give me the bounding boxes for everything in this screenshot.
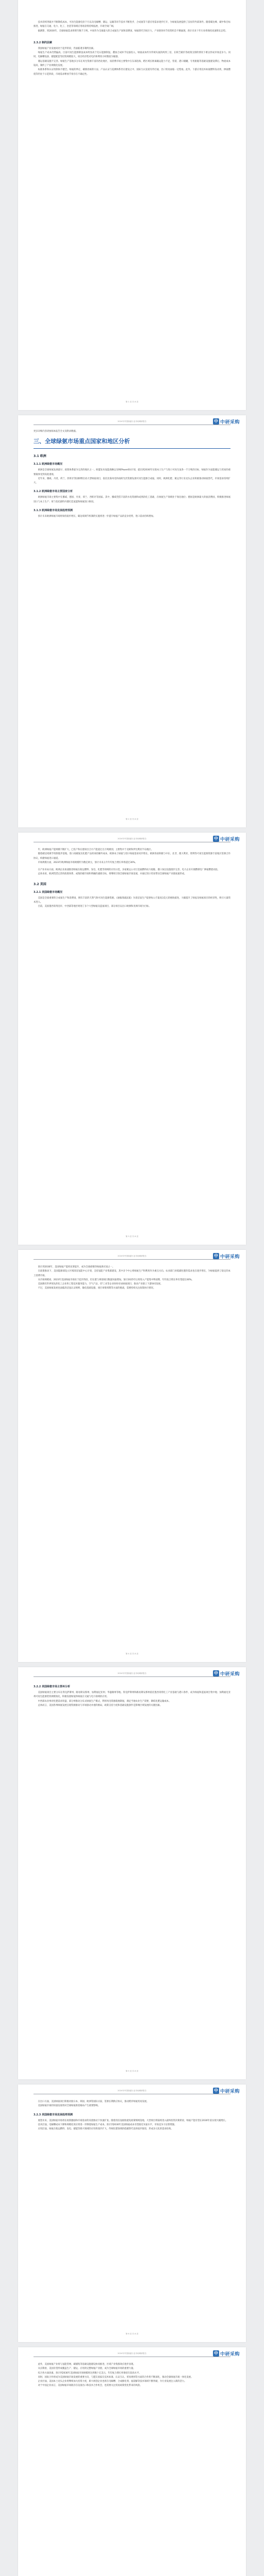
header-title: 2024年中国绿氨行业市场调研报告	[118, 838, 146, 840]
body-paragraph: 储运基础设施不完善。绿氨生产基地多分布在风光资源丰富的西北地区，而消费市场主要集中在东部沿海，跨区域长距离输运能力不足，管道、港口储罐、专用船舶等基础设施建设滞后，物流成本较高，制约了产业规模化发展。	[34, 60, 230, 67]
chapter-title: 三、全球绿氨市场重点国家和地区分析	[34, 438, 130, 445]
page-header	[18, 833, 246, 848]
report-page-2	[18, 415, 246, 827]
logo-text: 中研采购	[220, 1671, 240, 1677]
subsection-heading: 3.1.1 欧洲绿氨市场概况	[34, 463, 62, 466]
page-footer: 第 6 页 共 8 页	[125, 2333, 139, 2335]
header-title: 2024年中国绿氨行业市场调研报告	[118, 420, 146, 422]
subsection-heading: 3.1.2 欧洲绿氨市场主要国家分析	[34, 490, 73, 494]
page-header	[18, 2084, 246, 2100]
body-paragraph: 目前，美国墨西哥湾沿岸、中西部等地区规划了多个大型绿氨及蓝氨项目，部分项目以出口欧洲和亚洲市场为目标。	[38, 905, 151, 908]
logo-icon: 中	[214, 419, 218, 423]
body-paragraph: 总体而言，美国各州绿氨发展呈现资源驱动与市场驱动并重的格局，政策支持力度和基础设施条件是影响区域发展的关键因素。	[38, 1704, 162, 1707]
body-paragraph: 市场规模方面，2023年欧洲绿氨市场规模约为数亿欧元，预计未来五年年均复合增长率将超过30%。	[38, 861, 137, 864]
report-page-5	[18, 1667, 246, 2079]
body-paragraph: 近年来，挪威、丹麦、荷兰、西班牙等国相继启动大型绿氨项目，依托北海风电和南欧光伏资源发展可再生能源合成氨。同时，欧洲化肥、航运等行业龙头企业积极推动绿氨替代，市场需求持续扩大。	[34, 477, 230, 485]
logo-text: 中研采购	[220, 2351, 240, 2357]
logo-text: 中研采购	[220, 419, 240, 425]
subsection-heading: 3.1.3 欧洲绿氨市场发展趋势预测	[34, 509, 73, 513]
body-paragraph: 从长期看，美国有望形成覆盖生产、储运、应用的完整绿氨产业链，成为全球绿氨市场的重要力量。	[38, 2367, 136, 2370]
logo-icon: 中	[214, 1671, 218, 1675]
page-body	[34, 21, 230, 77]
brand-logo	[213, 1670, 243, 1677]
body-paragraph: 美国绿氨市场的快速发展将对全球绿氨供需格局产生重要影响。	[38, 2105, 100, 2108]
page-footer: 第 1 页 共 8 页	[125, 401, 139, 403]
body-paragraph: 不过，美国绿氨发展也面临清洁氢认证规则、输电基础设施、项目审批周期等方面的挑战，需要持续关注政策执行情况。	[38, 1287, 156, 1290]
body-paragraph: 从市场规模看，2023年美国绿氨市场处于起步阶段，但在建与规划项目数量快速增加，预计2025年后将进入产能集中释放期，年均复合增长率有望超过40%。	[38, 1278, 194, 1281]
body-paragraph: 随着碳边境调节机制逐步落地，进口高碳氨及化肥产品将承担额外成本，欧洲本土绿氨与进口绿氨需求同步增长。欧洲各国积极与中东、北非、澳大利亚、智利等可再生能源资源丰富地区签署合作协议，构建绿氨进口通道。	[34, 853, 230, 860]
logo-text: 中研采购	[220, 1254, 240, 1260]
body-paragraph: 技术层面，电解槽成本下降和规模化效应将进一步降低绿氨生产成本，预计到2030年美国绿氨成本有望接近灰氨水平，市场竞争力显著增强。	[38, 2123, 177, 2126]
body-paragraph: 同时，国际合作将成为美国绿氨市场发展的重要方向，与盟友国家在技术标准、认证互认、贸易规则等方面的合作将不断深化，推动全球绿氨市场一体化发展。	[38, 2376, 193, 2379]
page-body	[34, 1683, 230, 1708]
body-paragraph: 据测算，到2030年，全球绿氨需求将增至数千万吨，中国作为全球最大的合成氨生产国和消费国，绿氨替代空间巨大，产业链各环节投资机会不断涌现，预计未来十年行业将保持高速增长态势。	[38, 29, 228, 32]
logo-icon: 中	[214, 2351, 218, 2355]
page-footer: 第 3 页 共 8 页	[125, 1235, 139, 1238]
body-paragraph: 此外，美国绿氨产业将与氢能管网、碳捕集等基础设施建设协同推进，区域产业集群效应逐步显现。	[38, 2363, 136, 2366]
header-title: 2024年中国绿氨行业市场调研报告	[118, 1672, 146, 1674]
logo-text: 中研采购	[220, 837, 240, 842]
subsection-heading: 3.2.1 美国绿氨市场概况	[34, 890, 62, 894]
header-rule	[34, 1259, 230, 1260]
report-page-6	[18, 2084, 246, 2342]
body-paragraph: 美国拥有世界领先的化工企业和工程技术服务能力，空气产品、CF工业等企业纷纷布局绿氨项目，推动产业链上下游协同发展。	[38, 1283, 163, 1286]
header-title: 2024年中国绿氨行业市场调研报告	[118, 2352, 146, 2354]
chapter-rule	[34, 448, 230, 449]
page-header	[18, 1667, 246, 1683]
header-title: 2024年中国绿氨行业市场调研报告	[118, 2090, 146, 2092]
logo-icon: 中	[214, 1253, 218, 1258]
page-footer: 第 4 页 共 8 页	[125, 1653, 139, 1655]
brand-logo	[213, 418, 243, 425]
subsection-heading: 3.2.2 美国绿氨市场主要州分析	[34, 1685, 70, 1688]
body-paragraph: 年，欧洲绿氨产能规模不断扩大，已投产和在建项目合计产能超过百万吨级别，主要集中于北欧和伊比利亚半岛地区。	[38, 849, 154, 851]
body-paragraph: 绿氨生产成本仍然偏高。目前可再生能源制氢成本明显高于化石能源制氢，叠加合成环节设备投入，绿氨成本约为传统灰氨的两到三倍，在缺乏碳价等政策支撑的情况下难以形成市场竞争力。同时，电解槽设备、储能配套等投资规模较大，项目经济性对电价和利用小时数较为敏感。	[34, 52, 230, 59]
body-paragraph: 预计到2030年，美国绿氨产能将显著提升，成为全球重要的绿氨供应国之一。	[38, 1266, 115, 1268]
body-paragraph: 欧洲绿氨市场主要集中在挪威、德国、丹麦、荷兰、西班牙等国家。其中，挪威凭借丰富的水电资源和成熟的化工基础，在绿氨生产领域处于领先地位；德国是欧洲最大的氨消费国，积极推进绿氨进口与本土生产；荷兰依托鹿特丹港打造氢能和绿氨进口枢纽。	[34, 496, 230, 503]
header-title: 2024年中国绿氨行业市场调研报告	[118, 1255, 146, 1257]
body-paragraph: 展望未来，美国绿氨市场将在政策激励和市场需求的双重推动下快速扩张。随着清洁氢税收抵免政策细则落地，大型项目将陆续进入最终投资决策阶段，绿氨产能有望在2030年前实现大幅增长。	[38, 2119, 228, 2122]
body-paragraph: 综合各方面因素，预计到2030年美国绿氨市场规模将达到数十亿美元，年均复合增长率保持在较高水平。	[38, 2371, 141, 2375]
subsection-heading: 3.2.3 美国绿氨市场发展趋势预测	[34, 2113, 73, 2116]
body-paragraph: 美国是全球重要的合成氨生产和消费国，拥有丰富的天然气和可再生能源资源。《通胀削减法案》为清洁氢生产提供每公斤最高3美元的税收抵免，大幅提升了绿氢及绿氨项目的经济性，吸引大量资本进入。	[34, 896, 230, 904]
brand-logo	[213, 2087, 243, 2094]
page-header	[18, 2347, 246, 2363]
brand-logo	[213, 1252, 243, 1260]
body-paragraph: 在产业布局方面，欧洲企业加速推进绿氨在航运燃料、发电、化肥等领域的应用示范，多家航运公司订造氨燃料动力船舶，港口加注设施逐步完善，电力企业开展燃煤电厂掺氨燃烧试验。	[38, 869, 220, 872]
page-body	[34, 2363, 230, 2388]
report-page-3	[18, 833, 246, 1245]
body-paragraph: 我国绿氨产业发展尚处于起步阶段，仍面临诸多制约因素。	[38, 47, 96, 50]
body-paragraph: 预计未来欧洲绿氨市场将保持稳步增长，碳边境调节机制的实施将进一步提升绿氨产品的竞争优势，进口需求持续增加。	[38, 515, 156, 518]
report-page-1	[18, 0, 246, 410]
brand-logo	[213, 835, 243, 842]
body-paragraph: 对于中国企业而言，美国绿氨市场既存在设备出口和技术合作机会，也需要关注贸易政策变化带来的风险。	[38, 2384, 142, 2387]
logo-icon: 中	[214, 836, 218, 841]
body-paragraph: 在政策推动下，美国能源部设立区域清洁氢能中心计划，支持氢能产业集群建设，其中多个中心将绿氨生产和利用作为重点方向。农业部门对低碳化肥的需求也在逐步增长，为绿氨提供了稳定的本土消费市场。	[34, 1270, 230, 1277]
body-paragraph: 技术持续突破并不断降低成本，可再生能源电价下行以及电解槽、储运、运输等环节技术不断进步，合成氨等下游应用需求逐步打开，为绿氨发展提供了良好的外部条件。随着碳达峰、碳中和目标推进，绿氨在交通、电力、化工、冶金等领域应用场景将持续拓展，市场空间广阔。	[34, 21, 230, 28]
report-page-7	[18, 2347, 246, 2576]
body-paragraph: 企业层面，美国本土龙头企业将继续加大投资力度，新兴初创企业也将在电解槽、合成催化剂、氨裂解等技术领域不断突破，为行业发展注入新的活力。	[38, 2380, 187, 2383]
page-body	[34, 2100, 230, 2131]
section-heading: 3.1 欧洲	[34, 454, 46, 459]
page-body	[34, 848, 230, 909]
body-paragraph: 应用层面，绿氨在航运燃料、发电、储能等新兴领域的应用将逐步扩大，传统化肥领域的低碳替代也将稳步推进，形成多元化的需求结构。	[38, 2128, 173, 2131]
intro-line: 更多详细内容请参阅本报告全文及附录数据。	[34, 430, 78, 433]
report-page-4	[18, 1250, 246, 1662]
body-paragraph: 在出口方面，美国绿氨项目积极对接日本、韩国、欧洲等国际买家，签署长期供应协议，推动跨洋绿氨贸易发展。	[38, 2100, 149, 2103]
body-paragraph: 美国绿氨项目主要分布在得克萨斯州、路易斯安那州、加利福尼亚州、华盛顿州等地。得克萨斯州和路易斯安那州依托墨西哥湾化工产业基础与港口条件，成为绿氨和蓝氨项目集中地；加利福尼亚州可再生能源装机规模领先，积极发展绿氢和绿氨在交通与电力领域的应用。	[34, 1691, 230, 1699]
page-header	[18, 1250, 246, 1265]
logo-icon: 中	[214, 2088, 218, 2093]
section-heading: 2.3.2 制约因素	[34, 41, 52, 44]
brand-logo	[213, 2350, 243, 2357]
body-paragraph: 标准体系和认证机制尚不健全。绿氨的界定、碳排放核算方法、产品认证与追溯体系仍在建设之中，国际互认渠道有待打通，出口贸易面临一定壁垒。此外，下游应用技术如氨燃料发动机、掺氨燃烧等仍处于示范阶段，市场需求释放节奏存在不确定性。	[34, 69, 230, 76]
header-rule	[34, 1676, 230, 1677]
logo-text: 中研采购	[220, 2089, 240, 2094]
section-heading: 3.2 美国	[34, 882, 46, 886]
body-paragraph: 中西部农业州对化肥需求旺盛，部分州推动分布式绿氨生产模式，利用风电资源就地制氨，满足当地农业生产需要，降低化肥运输成本。	[38, 1700, 171, 1703]
body-paragraph: 总体来看，欧洲凭借完善的政策体系、成熟的碳市场和明确的减排目标，将继续引领全球绿氨市场发展，并通过进口贸易带动全球绿氨产业链加速形成。	[38, 873, 187, 876]
page-footer: 第 5 页 共 8 页	[125, 2070, 139, 2072]
page-body	[34, 430, 230, 519]
body-paragraph: 欧洲是全球绿氨发展最早、政策体系最为完善的地区之一。欧盟发布氢能战略以及REPowerEU计划，提出到2030年实现本土生产与进口可再生氢各一千万吨的目标，绿氨作为氢能储运与贸易的重要载体受到高度重视。	[34, 469, 230, 476]
page-footer: 第 2 页 共 8 页	[125, 818, 139, 820]
page-header	[18, 415, 246, 431]
page-body	[34, 1265, 230, 1291]
